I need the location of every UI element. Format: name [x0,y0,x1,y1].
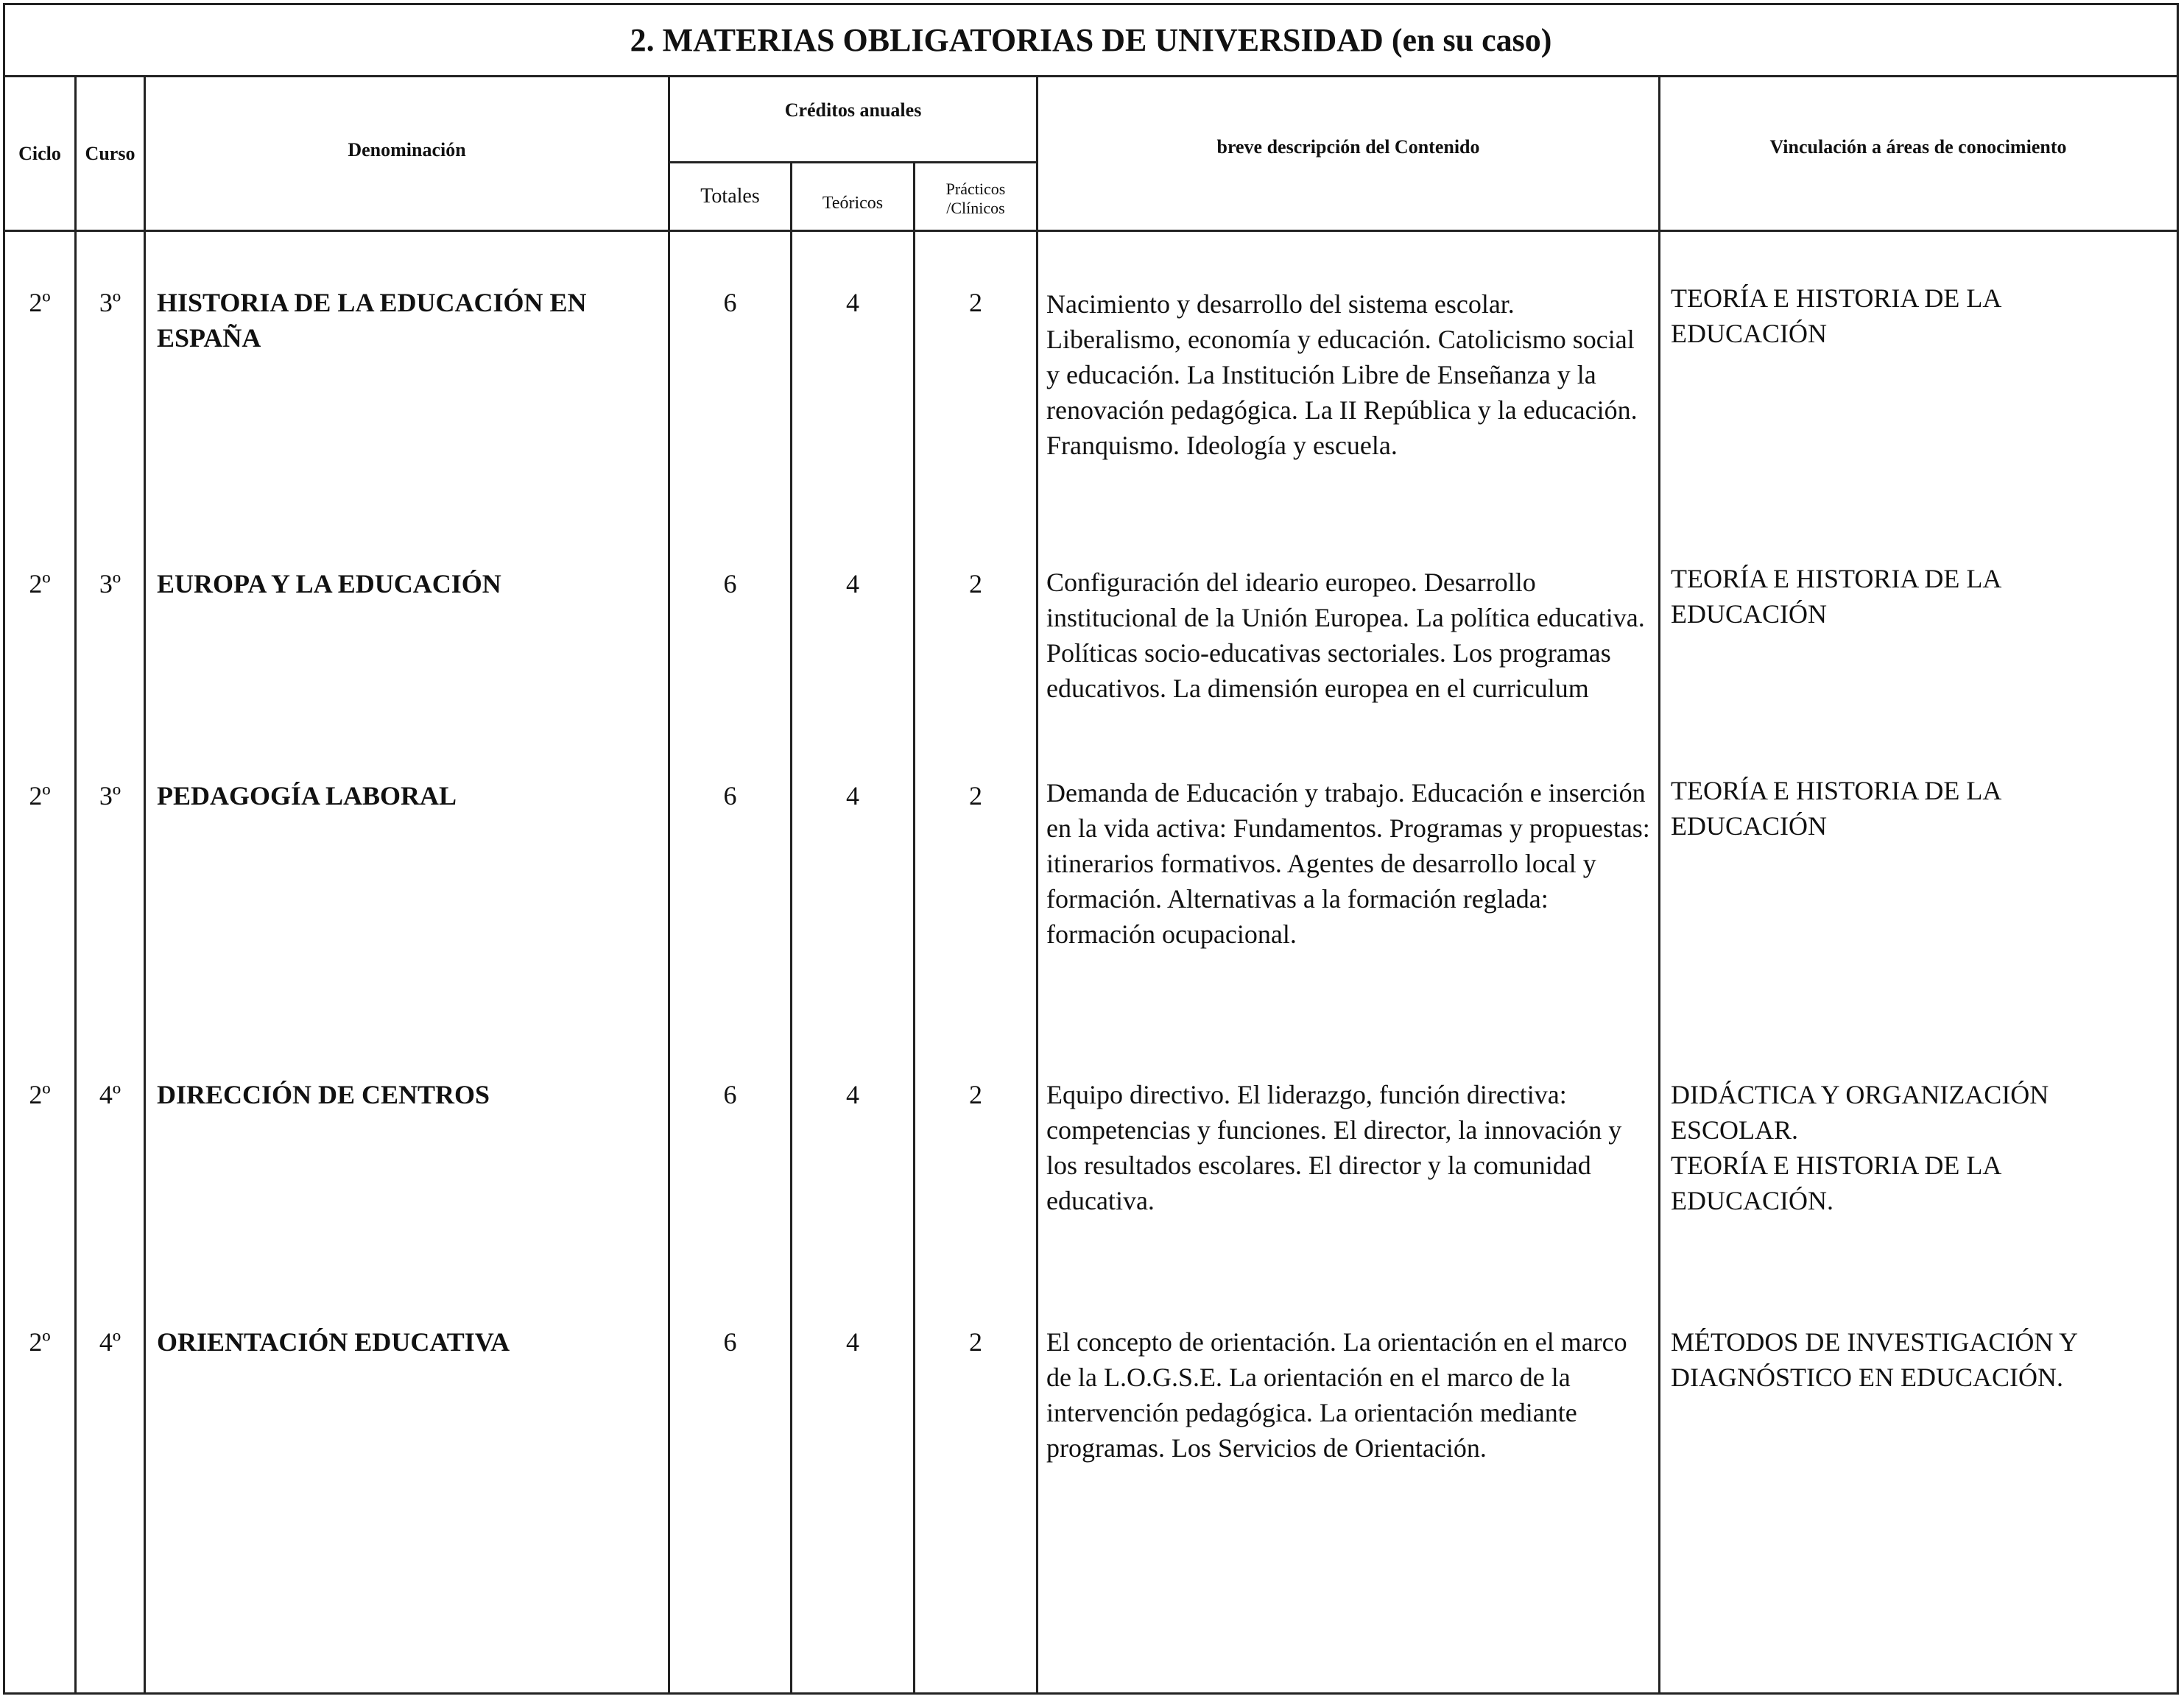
row1-practicos: 2 [969,288,982,317]
row3-teoricos: 4 [846,781,859,810]
row3-ciclo: 2º [29,781,51,810]
row5-vinculacion: MÉTODOS DE INVESTIGACIÓN Y DIAGNÓSTICO EN EDUCACIÓN. [1671,1327,2077,1392]
row1-teoricos: 4 [846,288,859,317]
row1-denominacion: HISTORIA DE LA EDUCACIÓN EN ESPAÑA [157,288,587,353]
header-ciclo: Ciclo [18,142,61,164]
header-vinculacion: Vinculación a áreas de conocimiento [1769,136,2067,158]
col-line-teoricos [913,161,915,1692]
row4-practicos: 2 [969,1080,982,1109]
row2-descripcion: Configuración del ideario europeo. Desarrollo institucional de la Unión Europea. La política educativa. Políticas socio-educativas sectoriales. Los programas educativos. La dimensión europea en el curriculum [1046,568,1645,703]
col-line-descripcion [1658,77,1660,1692]
row4-denominacion: DIRECCIÓN DE CENTROS [157,1080,490,1109]
header-bottom-line [5,230,2177,232]
row4-ciclo: 2º [29,1080,51,1109]
col-line-practicos [1036,77,1038,1692]
row2-practicos: 2 [969,569,982,598]
document-table [3,3,2179,1695]
header-denominacion: Denominación [348,139,466,161]
row4-vinculacion: DIDÁCTICA Y ORGANIZACIÓN ESCOLAR. TEORÍA E HISTORIA DE LA EDUCACIÓN. [1671,1080,2049,1215]
row1-curso: 3º [99,288,121,317]
row2-denominacion: EUROPA Y LA EDUCACIÓN [157,569,501,598]
row3-descripcion: Demanda de Educación y trabajo. Educación e inserción en la vida activa: Fundamentos. Programas y propuestas: itinerarios formativos. Agentes de desarrollo local y formación. Alternativas a la formación reglada: formación ocupacional. [1046,778,1650,949]
header-creditos: Créditos anuales [784,99,922,121]
header-practicos: Prácticos /Clínicos [945,180,1006,217]
row3-vinculacion: TEORÍA E HISTORIA DE LA EDUCACIÓN [1671,776,2001,841]
row5-practicos: 2 [969,1327,982,1357]
header-teoricos: Teóricos [822,194,884,213]
table-title: 2. MATERIAS OBLIGATORIAS DE UNIVERSIDAD (en su caso) [5,5,2177,77]
row5-teoricos: 4 [846,1327,859,1357]
row3-totales: 6 [723,781,737,810]
col-line-totales [790,161,792,1692]
row5-descripcion: El concepto de orientación. La orientación en el marco de la L.O.G.S.E. La orientación en el marco de la intervención pedagógica. La orientación mediante programas. Los Servicios de Orientación. [1046,1327,1627,1463]
row5-denominacion: ORIENTACIÓN EDUCATIVA [157,1327,510,1357]
row5-curso: 4º [99,1327,121,1357]
row1-descripcion: Nacimiento y desarrollo del sistema escolar. Liberalismo, economía y educación. Catolicismo social y educación. La Institución Libre de Enseñanza y la renovación pedagógica. La II República y la educación. Franquismo. Ideología y escuela. [1046,289,1638,460]
row3-curso: 3º [99,781,121,810]
row4-descripcion: Equipo directivo. El liderazgo, función directiva: competencias y funciones. El director, la innovación y los resultados escolares. El director y la comunidad educativa. [1046,1080,1622,1215]
header-totales: Totales [700,184,760,208]
row2-vinculacion: TEORÍA E HISTORIA DE LA EDUCACIÓN [1671,564,2001,629]
row2-ciclo: 2º [29,569,51,598]
row5-ciclo: 2º [29,1327,51,1357]
row2-curso: 3º [99,569,121,598]
row1-totales: 6 [723,288,737,317]
row2-teoricos: 4 [846,569,859,598]
row3-denominacion: PEDAGOGÍA LABORAL [157,781,457,810]
row3-practicos: 2 [969,781,982,810]
row1-vinculacion: TEORÍA E HISTORIA DE LA EDUCACIÓN [1671,283,2001,348]
header-curso: Curso [85,142,135,164]
header-descripcion: breve descripción del Contenido [1216,136,1480,158]
row2-totales: 6 [723,569,737,598]
row1-ciclo: 2º [29,288,51,317]
row4-curso: 4º [99,1080,121,1109]
row5-totales: 6 [723,1327,737,1357]
row4-teoricos: 4 [846,1080,859,1109]
row4-totales: 6 [723,1080,737,1109]
col-line-curso [144,77,146,1692]
